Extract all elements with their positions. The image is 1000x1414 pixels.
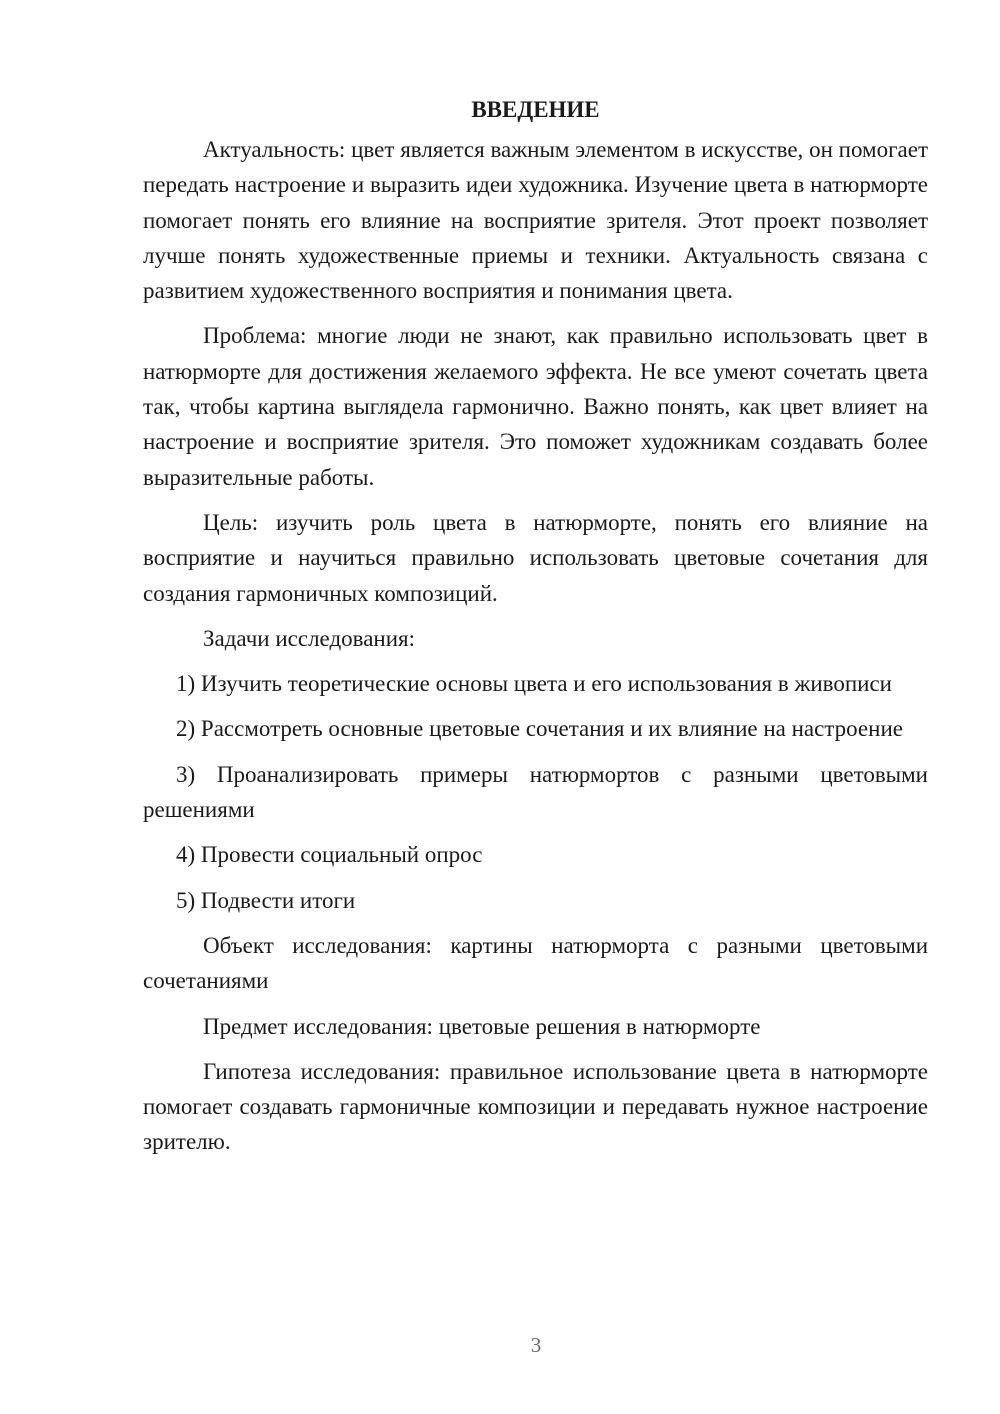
- document-page: [143, 92, 928, 1170]
- list-item-task-4: 4) Провести социальный опрос: [176, 842, 483, 868]
- list-item-task-3: 3) Проанализировать примеры натюрмортов с разными цветовыми решениями: [143, 761, 928, 823]
- paragraph-goal: Цель: изучить роль цвета в натюрморте, понять его влияние на восприятие и научиться правильно использовать цветовые сочетания для создания гармоничных композиций.: [143, 509, 928, 606]
- page-title: ВВЕДЕНИЕ: [471, 97, 600, 122]
- paragraph-subject: Предмет исследования: цветовые решения в натюрморте: [203, 1013, 761, 1039]
- paragraph-relevance: Актуальность: цвет является важным элементом в искусстве, он помогает передать настроение и выразить идеи художника. Изучение цвета в натюрморте помогает понять его влияние на восприятие зрителя. Этот проект позволяет лучше понять художественные приемы и техники. Актуальность связана с развитием художественного восприятия и понимания цвета.: [143, 137, 928, 304]
- paragraph-problem: Проблема: многие люди не знают, как правильно использовать цвет в натюрморте для достижения желаемого эффекта. Не все умеют сочетать цвета так, чтобы картина выглядела гармонично. Важно понять, как цвет влияет на настроение и восприятие зрителя. Это поможет художникам создавать более выразительные работы.: [143, 323, 928, 490]
- page-number: 3: [530, 1333, 542, 1357]
- paragraph-tasks-intro: Задачи исследования:: [203, 625, 416, 651]
- list-item-task-5: 5) Подвести итоги: [176, 887, 356, 913]
- paragraph-hypothesis: Гипотеза исследования: правильное использование цвета в натюрморте помогает создавать гармоничные композиции и передавать нужное настроение зрителю.: [143, 1058, 928, 1155]
- paragraph-object: Объект исследования: картины натюрморта с разными цветовыми сочетаниями: [143, 932, 928, 994]
- list-item-task-2: 2) Рассмотреть основные цветовые сочетания и их влияние на настроение: [176, 716, 903, 742]
- list-item-task-1: 1) Изучить теоретические основы цвета и его использования в живописи: [176, 671, 892, 697]
